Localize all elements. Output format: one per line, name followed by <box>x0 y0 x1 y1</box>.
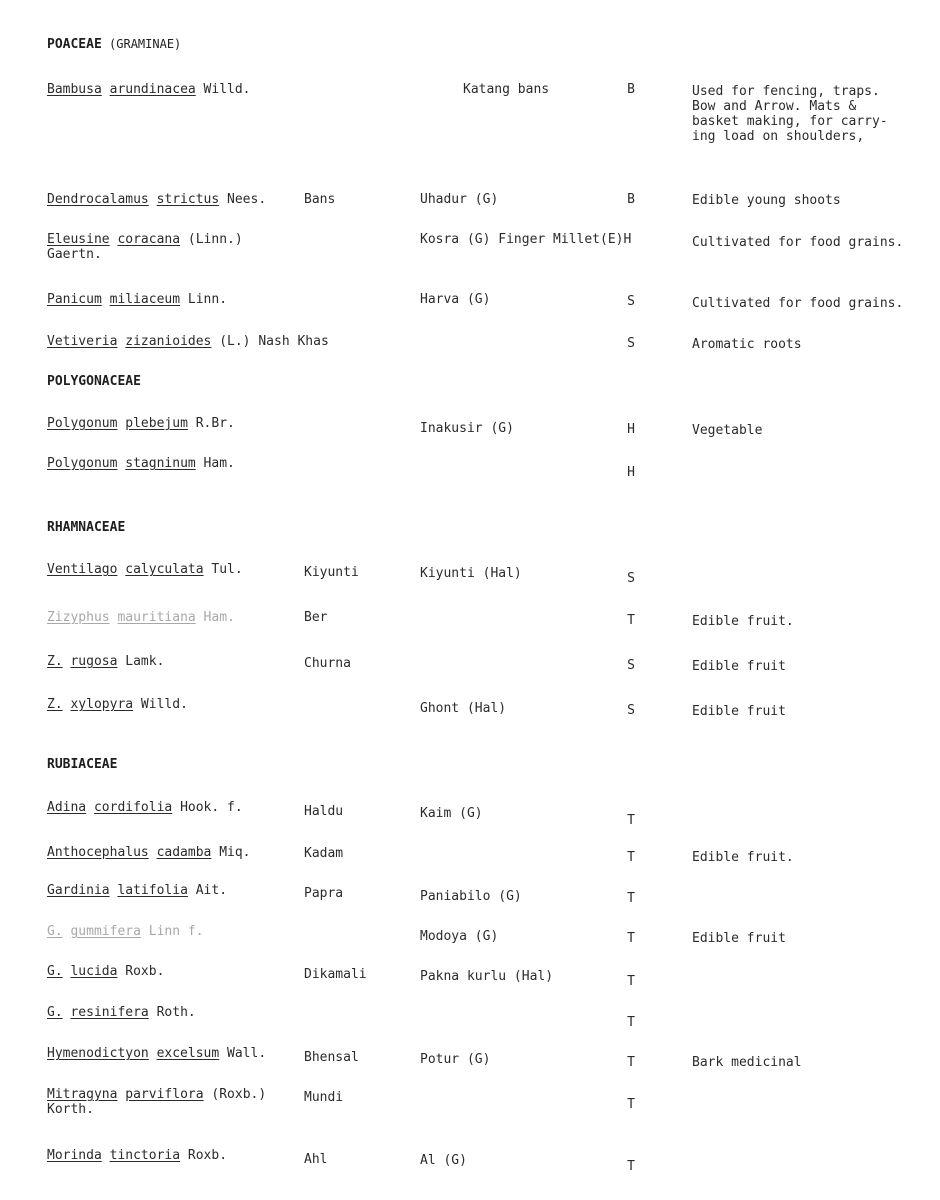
scientific-name: Dendrocalamus strictus Nees. <box>47 192 267 207</box>
habit: T <box>627 931 635 946</box>
habit: S <box>627 336 635 351</box>
habit: B <box>627 192 635 207</box>
habit: T <box>627 850 635 865</box>
use: Cultivated for food grains. <box>692 296 904 311</box>
scientific-name: Polygonum stagninum Ham. <box>47 456 235 471</box>
habit: T <box>627 1055 635 1070</box>
scientific-name: G. lucida Roxb. <box>47 964 165 979</box>
local-name: Kadam <box>304 846 344 861</box>
habit: S <box>627 703 635 718</box>
habit: H <box>627 422 635 437</box>
habit: T <box>627 613 635 628</box>
use: Aromatic roots <box>692 337 802 352</box>
use: Used for fencing, traps. Bow and Arrow. Mats & basket making, for carry- ing load on shoulders, <box>692 84 888 144</box>
scientific-name: Adina cordifolia Hook. f. <box>47 800 243 815</box>
local-name: Bans <box>304 192 336 207</box>
other-name: Potur (G) <box>420 1052 491 1067</box>
scientific-name-author: Gaertn. <box>47 247 102 262</box>
other-name: Paniabilo (G) <box>420 889 522 904</box>
local-name: Dikamali <box>304 967 367 982</box>
family-heading: POACEAE (GRAMINAE) <box>47 37 182 52</box>
scientific-name: Morinda tinctoria Roxb. <box>47 1148 228 1163</box>
local-name: Ahl <box>304 1152 328 1167</box>
scientific-name: Mitragyna parviflora (Roxb.) <box>47 1087 267 1102</box>
use: Bark medicinal <box>692 1055 802 1070</box>
scientific-name: G. resinifera Roth. <box>47 1005 196 1020</box>
scientific-name: Anthocephalus cadamba Miq. <box>47 845 251 860</box>
use: Vegetable <box>692 423 763 438</box>
use: Edible fruit. <box>692 850 794 865</box>
habit: T <box>627 891 635 906</box>
habit: T <box>627 974 635 989</box>
habit: B <box>627 82 635 97</box>
scientific-name: Polygonum plebejum R.Br. <box>47 416 235 431</box>
scientific-name-author: Korth. <box>47 1102 94 1117</box>
scientific-name: Zizyphus mauritiana Ham. <box>47 610 235 625</box>
scientific-name: Bambusa arundinacea Willd. <box>47 82 251 97</box>
scientific-name: Panicum miliaceum Linn. <box>47 292 228 307</box>
use: Edible young shoots <box>692 193 841 208</box>
habit: T <box>627 1159 635 1174</box>
other-name: Uhadur (G) <box>420 192 499 207</box>
use: Cultivated for food grains. <box>692 235 904 250</box>
other-name: Kaim (G) <box>420 806 483 821</box>
local-name: Ber <box>304 610 328 625</box>
scientific-name: Gardinia latifolia Ait. <box>47 883 228 898</box>
habit: S <box>627 294 635 309</box>
other-name: Al (G) <box>420 1153 467 1168</box>
other-name: Kiyunti (Hal) <box>420 566 522 581</box>
scientific-name: Vetiveria zizanioides (L.) Nash Khas <box>47 334 329 349</box>
use: Edible fruit <box>692 931 786 946</box>
habit: S <box>627 658 635 673</box>
local-name: Haldu <box>304 804 344 819</box>
other-name: Katang bans <box>463 82 550 97</box>
habit: T <box>627 1015 635 1030</box>
local-name: Bhensal <box>304 1050 359 1065</box>
other-name: Kosra (G) Finger Millet(E)H <box>420 232 632 247</box>
habit: T <box>627 1097 635 1112</box>
local-name: Kiyunti <box>304 565 359 580</box>
other-name: Harva (G) <box>420 292 491 307</box>
other-name: Ghont (Hal) <box>420 701 507 716</box>
scientific-name: Eleusine coracana (Linn.) <box>47 232 243 247</box>
scientific-name: Hymenodictyon excelsum Wall. <box>47 1046 267 1061</box>
other-name: Modoya (G) <box>420 929 499 944</box>
scientific-name: Ventilago calyculata Tul. <box>47 562 243 577</box>
scientific-name: Z. xylopyra Willd. <box>47 697 188 712</box>
other-name: Pakna kurlu (Hal) <box>420 969 554 984</box>
use: Edible fruit. <box>692 614 794 629</box>
family-heading: RUBIACEAE <box>47 757 118 772</box>
use: Edible fruit <box>692 704 786 719</box>
habit: T <box>627 813 635 828</box>
family-heading: POLYGONACEAE <box>47 374 141 389</box>
local-name: Papra <box>304 886 344 901</box>
habit: S <box>627 571 635 586</box>
family-heading: RHAMNACEAE <box>47 520 126 535</box>
local-name: Churna <box>304 656 351 671</box>
scientific-name: G. gummifera Linn f. <box>47 924 204 939</box>
other-name: Inakusir (G) <box>420 421 514 436</box>
scientific-name: Z. rugosa Lamk. <box>47 654 165 669</box>
habit: H <box>627 465 635 480</box>
local-name: Mundi <box>304 1090 344 1105</box>
use: Edible fruit <box>692 659 786 674</box>
